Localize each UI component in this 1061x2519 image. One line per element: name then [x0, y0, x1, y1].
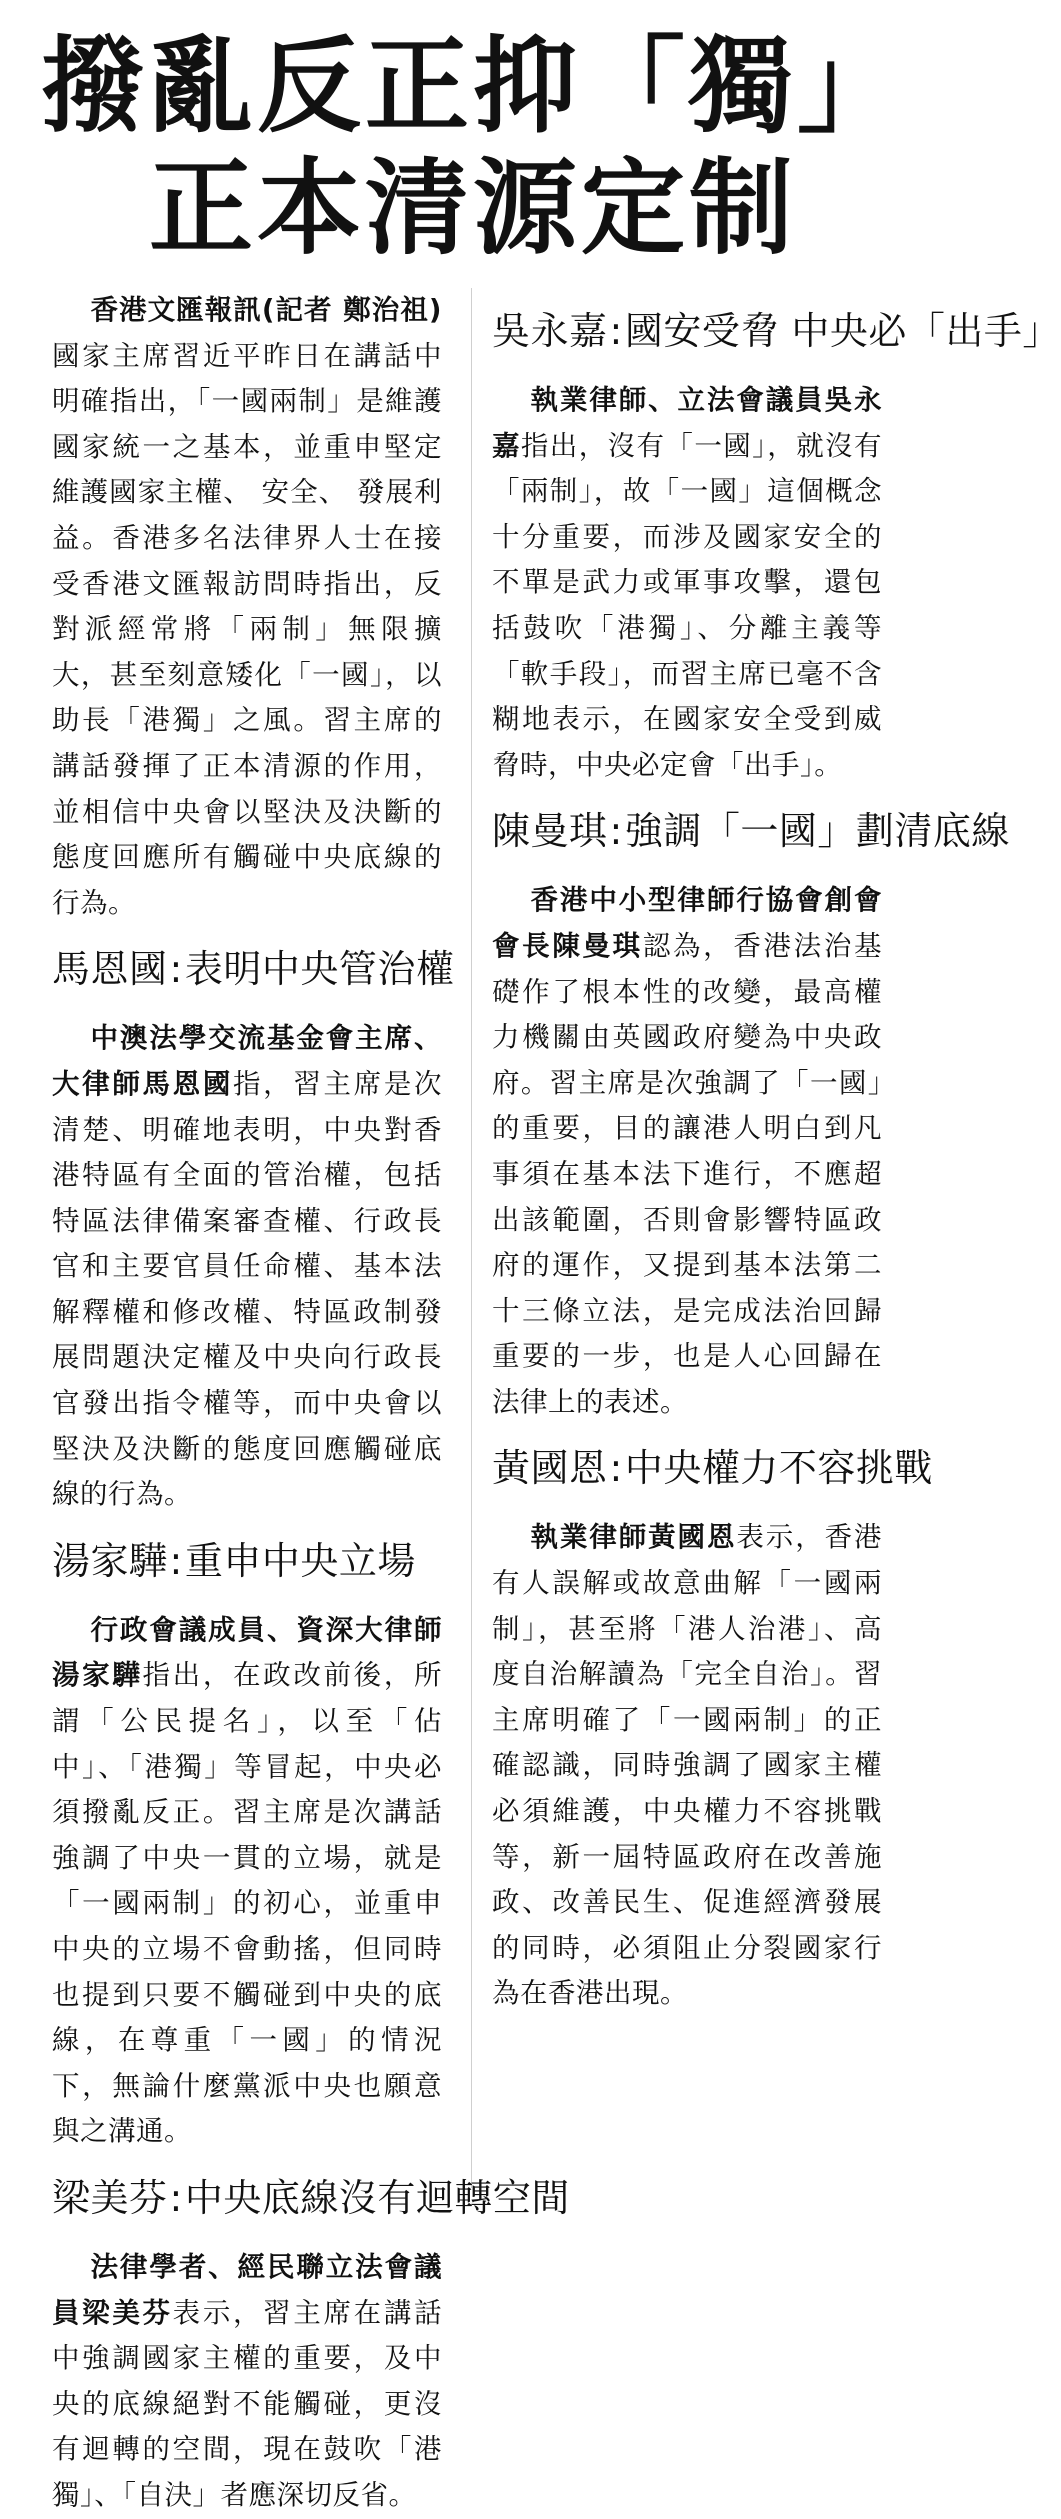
intro-lead: 香港文匯報訊(記者 鄭治祖)	[90, 294, 442, 326]
heading-separator: :	[169, 2175, 183, 2220]
intro-paragraph	[52, 288, 442, 926]
section-heading-name: 黃國恩	[492, 1446, 608, 1491]
section-heading	[492, 1445, 933, 1491]
section-heading-name: 湯家驊	[52, 1538, 168, 1583]
section-text: 認為，香港法治基礎作了根本性的改變，最高權力機關由英國政府變為中央政府。習主席是次強調了「一國」的重要，目的讓港人明白到凡事須在基本法下進行，不應超出該範圍，否則會影響特區政府的運作，又提到基本法第二十三條立法，是完成法治回歸重要的一步，也是人心回歸在法律上的表述。	[492, 929, 883, 1418]
section-heading	[492, 808, 1010, 854]
section-heading	[52, 1538, 442, 1584]
section-paragraph	[492, 1515, 882, 2017]
section-text: 指出，沒有「一國」，就沒有「兩制」，故「一國」這個概念十分重要，而涉及國家安全的不單是武力或軍事攻擊，還包括鼓吹「港獨」、分離主義等「軟手段」，而習主席已毫不含糊地表示，在國家安全受到威脅時，中央必定會「出手」。	[492, 429, 883, 781]
section-heading-name: 陳曼琪	[492, 809, 608, 854]
section-paragraph	[52, 1608, 442, 2155]
intro-text: 國家主席習近平昨日在講話中明確指出，「一國兩制」是維護國家統一之基本，並重申堅定維護國家主權、 安全、 發展利益。香港多名法律界人士在接受香港文匯報訪問時指出，反對派經常將「兩制」無限擴大，甚至刻意矮化「一國」，以助長「港獨」之風。習主席的講話發揮了正本清源的作用，並相信中央會以堅決及決斷的態度回應所有觸碰中央底線的行為。	[52, 339, 442, 919]
section-paragraph	[492, 878, 882, 1425]
section-text: 表示，習主席在講話中強調國家主權的重要，及中央的底線絕對不能觸碰，更沒有迴轉的空間，現在鼓吹「港獨」、「自決」者應深切反省。	[52, 2296, 443, 2511]
section-lead: 中澳法學交流基金會主席、大律師馬恩國	[52, 1022, 442, 1100]
section-heading	[492, 308, 1061, 354]
section-paragraph	[52, 2245, 442, 2519]
section-text: 指，習主席是次清楚、明確地表明，中央對香港特區有全面的管治權，包括特區法律備案審查權、行政長官和主要官員任命權、基本法解釋權和修改權、特區政制發展問題決定權及中央向行政長官發出指令權等，而中央會以堅決及決斷的態度回應觸碰底線的行為。	[52, 1067, 442, 1511]
section-heading-text: 強調「一國」劃清底線	[624, 809, 1010, 854]
section-text: 指出，在政改前後，所謂「公民提名」，以至「佔中」、「港獨」等冒起，中央必須撥亂反正。習主席是次講話強調了中央一貫的立場，就是「一國兩制」的初心，並重申中央的立場不會動搖，但同時也提到只要不觸碰到中央的底線，在尊重「一國」的情況下，無論什麼黨派中央也願意與之溝通。	[52, 1659, 442, 2148]
section-paragraph	[52, 1016, 442, 1518]
heading-separator: :	[609, 309, 623, 353]
heading-separator: :	[169, 947, 183, 992]
section-heading	[52, 2175, 570, 2221]
column-divider	[471, 288, 472, 2188]
section-lead: 法律學者、經民聯立法會議員梁美芬	[52, 2250, 442, 2329]
section-heading-text: 重申中央立場	[184, 1538, 416, 1583]
section-heading-text: 表明中央管治權	[184, 947, 455, 992]
section-heading-text: 中央權力不容挑戰	[624, 1446, 933, 1491]
section-heading-text: 國安受脅 中央必「出手」	[624, 309, 1061, 353]
headline-line-1: 撥亂反正抑「獨」	[40, 25, 905, 147]
heading-separator: :	[609, 809, 623, 854]
section-paragraph	[492, 378, 882, 788]
heading-separator: :	[169, 1538, 183, 1583]
section-heading-text: 中央底線沒有迴轉空間	[184, 2175, 570, 2220]
section-lead: 執業律師、立法會議員吳永嘉	[492, 384, 882, 462]
heading-separator: :	[609, 1446, 623, 1491]
section-heading-name: 吳永嘉	[492, 309, 608, 353]
section-lead: 香港中小型律師行協會創會會長陳曼琪	[492, 884, 882, 962]
section-heading	[52, 946, 455, 992]
headline-line-2: 正本清源定制	[148, 147, 797, 269]
section-text: 表示，香港有人誤解或故意曲解「一國兩制」，甚至將「港人治港」、高度自治解讀為「完全自治」。習主席明確了「一國兩制」的正確認識，同時強調了國家主權必須維護，中央權力不容挑戰等，新一屆特區政府在改善施政、改善民生、促進經濟發展的同時，必須阻止分裂國家行為在香港出現。	[492, 1521, 883, 2010]
section-heading-name: 馬恩國	[52, 947, 168, 992]
section-lead: 執業律師黃國恩	[530, 1521, 737, 1554]
section-heading-name: 梁美芬	[52, 2175, 168, 2220]
article-column-right	[492, 288, 1061, 2218]
section-lead: 行政會議成員、資深大律師湯家驊	[52, 1613, 442, 1692]
